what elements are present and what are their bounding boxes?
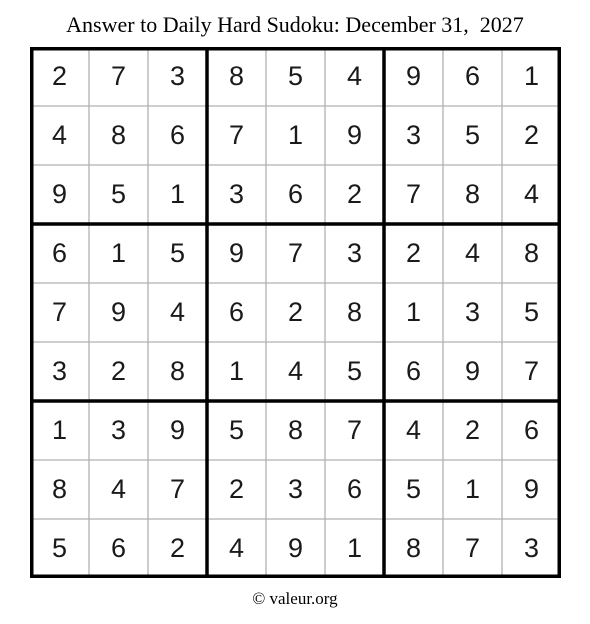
sudoku-cell-r9c6[interactable]: 1 [346, 533, 363, 563]
sudoku-cell-r1c5[interactable]: 5 [287, 61, 304, 91]
sudoku-cell-r2c1[interactable]: 4 [51, 120, 68, 150]
sudoku-cell-r3c1[interactable]: 9 [51, 179, 68, 209]
sudoku-board [30, 47, 561, 578]
sudoku-cell-r6c6[interactable]: 5 [346, 356, 363, 386]
sudoku-cell-r9c5[interactable]: 9 [287, 533, 304, 563]
sudoku-cell-r4c2[interactable]: 1 [110, 238, 127, 268]
sudoku-cell-r5c2[interactable]: 9 [110, 297, 127, 327]
sudoku-cell-r6c9[interactable]: 7 [523, 356, 540, 386]
sudoku-cell-r5c9[interactable]: 5 [523, 297, 540, 327]
sudoku-cell-r8c4[interactable]: 2 [228, 474, 245, 504]
sudoku-cell-r1c3[interactable]: 3 [169, 61, 186, 91]
sudoku-cell-r3c5[interactable]: 6 [287, 179, 304, 209]
sudoku-cell-r7c6[interactable]: 7 [346, 415, 363, 445]
sudoku-cell-r2c5[interactable]: 1 [287, 120, 304, 150]
sudoku-cell-r5c4[interactable]: 6 [228, 297, 245, 327]
sudoku-cell-r6c5[interactable]: 4 [287, 356, 304, 386]
copyright-footer: © valeur.org [252, 589, 338, 608]
sudoku-cell-r4c9[interactable]: 8 [523, 238, 540, 268]
sudoku-cell-r9c1[interactable]: 5 [51, 533, 68, 563]
sudoku-cell-r2c9[interactable]: 2 [523, 120, 540, 150]
sudoku-cell-r7c4[interactable]: 5 [228, 415, 245, 445]
sudoku-cell-r2c2[interactable]: 8 [110, 120, 127, 150]
sudoku-cell-r7c3[interactable]: 9 [169, 415, 186, 445]
sudoku-cell-r9c8[interactable]: 7 [464, 533, 481, 563]
sudoku-cell-r1c7[interactable]: 9 [405, 61, 422, 91]
sudoku-cell-r7c1[interactable]: 1 [51, 415, 68, 445]
sudoku-cell-r5c1[interactable]: 7 [51, 297, 68, 327]
sudoku-cell-r5c6[interactable]: 8 [346, 297, 363, 327]
sudoku-cell-r3c8[interactable]: 8 [464, 179, 481, 209]
sudoku-cell-r2c7[interactable]: 3 [405, 120, 422, 150]
sudoku-cell-r5c5[interactable]: 2 [287, 297, 304, 327]
sudoku-cell-r8c8[interactable]: 1 [464, 474, 481, 504]
sudoku-grid [30, 47, 561, 578]
sudoku-cell-r3c6[interactable]: 2 [346, 179, 363, 209]
page-title: Answer to Daily Hard Sudoku: December 31, 2027 [66, 12, 524, 37]
sudoku-cell-r1c9[interactable]: 1 [523, 61, 540, 91]
sudoku-cell-r4c3[interactable]: 5 [169, 238, 186, 268]
sudoku-cell-r2c3[interactable]: 6 [169, 120, 186, 150]
sudoku-cell-r1c1[interactable]: 2 [51, 61, 68, 91]
sudoku-cell-r8c7[interactable]: 5 [405, 474, 422, 504]
sudoku-cell-r7c9[interactable]: 6 [523, 415, 540, 445]
sudoku-cell-r4c4[interactable]: 9 [228, 238, 245, 268]
sudoku-cell-r8c2[interactable]: 4 [110, 474, 127, 504]
sudoku-cell-r6c2[interactable]: 2 [110, 356, 127, 386]
sudoku-cell-r2c6[interactable]: 9 [346, 120, 363, 150]
sudoku-cell-r9c2[interactable]: 6 [110, 533, 127, 563]
sudoku-cell-r1c4[interactable]: 8 [228, 61, 245, 91]
sudoku-cell-r6c3[interactable]: 8 [169, 356, 186, 386]
sudoku-cell-r6c7[interactable]: 6 [405, 356, 422, 386]
sudoku-cell-r2c8[interactable]: 5 [464, 120, 481, 150]
sudoku-cell-r7c7[interactable]: 4 [405, 415, 422, 445]
sudoku-cell-r3c4[interactable]: 3 [228, 179, 245, 209]
sudoku-cell-r3c9[interactable]: 4 [523, 179, 540, 209]
sudoku-cell-r2c4[interactable]: 7 [228, 120, 245, 150]
sudoku-cell-r9c3[interactable]: 2 [169, 533, 186, 563]
sudoku-cell-r3c3[interactable]: 1 [169, 179, 186, 209]
sudoku-cell-r4c5[interactable]: 7 [287, 238, 304, 268]
sudoku-cell-r8c3[interactable]: 7 [169, 474, 186, 504]
sudoku-cell-r9c7[interactable]: 8 [405, 533, 422, 563]
sudoku-cell-r4c6[interactable]: 3 [346, 238, 363, 268]
sudoku-cell-r6c4[interactable]: 1 [228, 356, 245, 386]
sudoku-cell-r8c9[interactable]: 9 [523, 474, 540, 504]
sudoku-cell-r8c6[interactable]: 6 [346, 474, 363, 504]
sudoku-cell-r6c8[interactable]: 9 [464, 356, 481, 386]
sudoku-cell-r6c1[interactable]: 3 [51, 356, 68, 386]
sudoku-cell-r9c9[interactable]: 3 [523, 533, 540, 563]
sudoku-cell-r4c1[interactable]: 6 [51, 238, 68, 268]
sudoku-cell-r8c1[interactable]: 8 [51, 474, 68, 504]
sudoku-cell-r3c2[interactable]: 5 [110, 179, 127, 209]
sudoku-cell-r1c2[interactable]: 7 [110, 61, 127, 91]
sudoku-cell-r5c7[interactable]: 1 [405, 297, 422, 327]
sudoku-cell-r7c5[interactable]: 8 [287, 415, 304, 445]
sudoku-cell-r5c3[interactable]: 4 [169, 297, 186, 327]
sudoku-cell-r5c8[interactable]: 3 [464, 297, 481, 327]
sudoku-cell-r7c8[interactable]: 2 [464, 415, 481, 445]
sudoku-cell-r1c6[interactable]: 4 [346, 61, 363, 91]
sudoku-cell-r7c2[interactable]: 3 [110, 415, 127, 445]
sudoku-cell-r3c7[interactable]: 7 [405, 179, 422, 209]
sudoku-cell-r4c8[interactable]: 4 [464, 238, 481, 268]
sudoku-cell-r8c5[interactable]: 3 [287, 474, 304, 504]
sudoku-cell-r4c7[interactable]: 2 [405, 238, 422, 268]
sudoku-cell-r1c8[interactable]: 6 [464, 61, 481, 91]
sudoku-cell-r9c4[interactable]: 4 [228, 533, 245, 563]
